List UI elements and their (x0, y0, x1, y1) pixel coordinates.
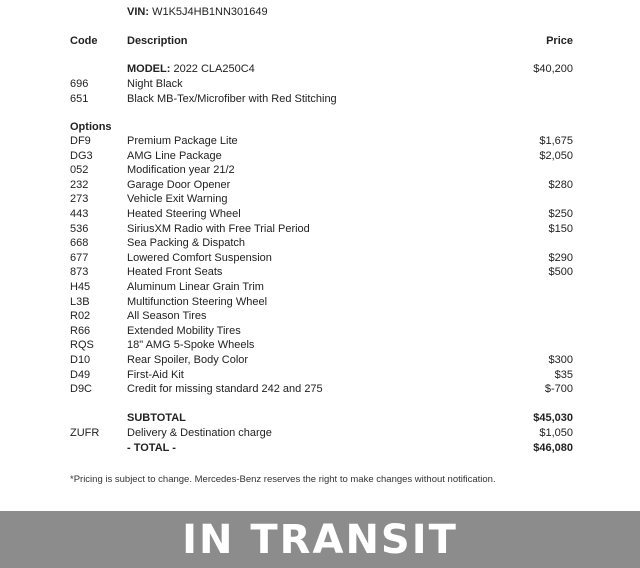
option-row (0, 280, 640, 295)
option-row (0, 265, 640, 280)
model-label: MODEL: (127, 63, 171, 75)
base-item-row (0, 77, 640, 92)
item-code: D10 (70, 354, 91, 366)
subtotal-row (0, 411, 640, 426)
banner-text: IN TRANSIT (182, 516, 458, 563)
item-price: $290 (548, 251, 573, 264)
model-price: $40,200 (533, 63, 573, 75)
item-description: Credit for missing standard 242 and 275 (127, 383, 323, 396)
item-code: 873 (70, 266, 89, 279)
subtotal-label: SUBTOTAL (127, 412, 186, 424)
option-row (0, 309, 640, 324)
total-value: $46,080 (533, 442, 573, 454)
model-row (0, 62, 640, 77)
item-price: $-700 (544, 383, 573, 396)
item-description: Heated Steering Wheel (127, 208, 241, 220)
item-code: R66 (70, 324, 91, 337)
item-code: 443 (70, 208, 89, 220)
option-row (0, 236, 640, 251)
item-code: D49 (70, 368, 91, 381)
option-row (0, 251, 640, 266)
option-row (0, 149, 640, 164)
model-description (127, 62, 255, 77)
item-code: 536 (70, 222, 89, 235)
price-header: Price (546, 35, 573, 47)
item-code: 668 (70, 237, 89, 250)
item-code: L3B (70, 295, 90, 308)
item-description: AMG Line Package (127, 149, 222, 162)
pricing-footnote: *Pricing is subject to change. Mercedes-Benz reserves the right to make changes without notification. (70, 474, 496, 485)
item-price: $2,050 (539, 149, 573, 162)
item-description: Black MB-Tex/Microfiber with Red Stitching (127, 92, 337, 105)
vin-line (127, 6, 268, 18)
item-code: RQS (70, 339, 94, 352)
code-header: Code (70, 35, 98, 47)
option-row (0, 368, 640, 383)
delivery-price: $1,050 (539, 427, 573, 439)
item-description: Multifunction Steering Wheel (127, 295, 268, 308)
option-row (0, 382, 640, 397)
item-description: Modification year 21/2 (127, 164, 235, 177)
option-row (0, 338, 640, 353)
item-code: D9C (70, 383, 93, 396)
item-price: $35 (554, 368, 573, 381)
item-price: $250 (548, 208, 573, 220)
option-row (0, 222, 640, 237)
item-description: Heated Front Seats (127, 266, 223, 279)
item-description: Garage Door Opener (127, 178, 231, 191)
item-price: $500 (548, 266, 573, 279)
item-description: SiriusXM Radio with Free Trial Period (127, 222, 310, 235)
description-header: Description (127, 35, 188, 47)
option-row (0, 192, 640, 207)
item-description: 18" AMG 5-Spoke Wheels (127, 339, 255, 352)
delivery-code: ZUFR (70, 427, 100, 439)
item-price: $280 (548, 178, 573, 191)
item-price: $150 (548, 222, 573, 235)
vin-value: W1K5J4HB1NN301649 (152, 6, 268, 18)
item-price: $300 (548, 354, 573, 366)
item-description: First-Aid Kit (127, 368, 184, 381)
delivery-description: Delivery & Destination charge (127, 427, 272, 439)
item-code: 232 (70, 178, 89, 191)
item-description: Night Black (127, 78, 183, 90)
item-code: DF9 (70, 135, 91, 147)
item-code: 651 (70, 92, 89, 105)
delivery-row (0, 426, 640, 441)
item-code: 696 (70, 78, 89, 90)
item-description: Rear Spoiler, Body Color (127, 354, 249, 366)
option-row (0, 324, 640, 339)
options-heading: Options (70, 121, 112, 133)
base-item-row (0, 92, 640, 107)
item-code: R02 (70, 310, 91, 323)
subtotal-value: $45,030 (533, 412, 573, 424)
option-row (0, 207, 640, 222)
item-description: Lowered Comfort Suspension (127, 251, 272, 264)
model-value: 2022 CLA250C4 (173, 63, 255, 75)
in-transit-banner (0, 511, 640, 568)
option-row (0, 353, 640, 368)
option-row (0, 178, 640, 193)
option-row (0, 134, 640, 149)
option-row (0, 163, 640, 178)
options-heading-row (0, 120, 640, 135)
item-price: $1,675 (539, 135, 573, 147)
item-description: Vehicle Exit Warning (127, 193, 228, 206)
total-label: - TOTAL - (127, 442, 176, 454)
option-row (0, 295, 640, 310)
item-description: Sea Packing & Dispatch (127, 237, 246, 250)
item-code: H45 (70, 281, 91, 293)
item-code: 677 (70, 251, 89, 264)
item-description: All Season Tires (127, 310, 207, 323)
item-description: Premium Package Lite (127, 135, 238, 147)
vin-label: VIN: (127, 6, 149, 18)
item-description: Extended Mobility Tires (127, 324, 241, 337)
item-code: 052 (70, 164, 89, 177)
item-code: 273 (70, 193, 89, 206)
column-headers (0, 34, 640, 49)
item-description: Aluminum Linear Grain Trim (127, 281, 264, 293)
item-code: DG3 (70, 149, 93, 162)
total-row (0, 441, 640, 456)
